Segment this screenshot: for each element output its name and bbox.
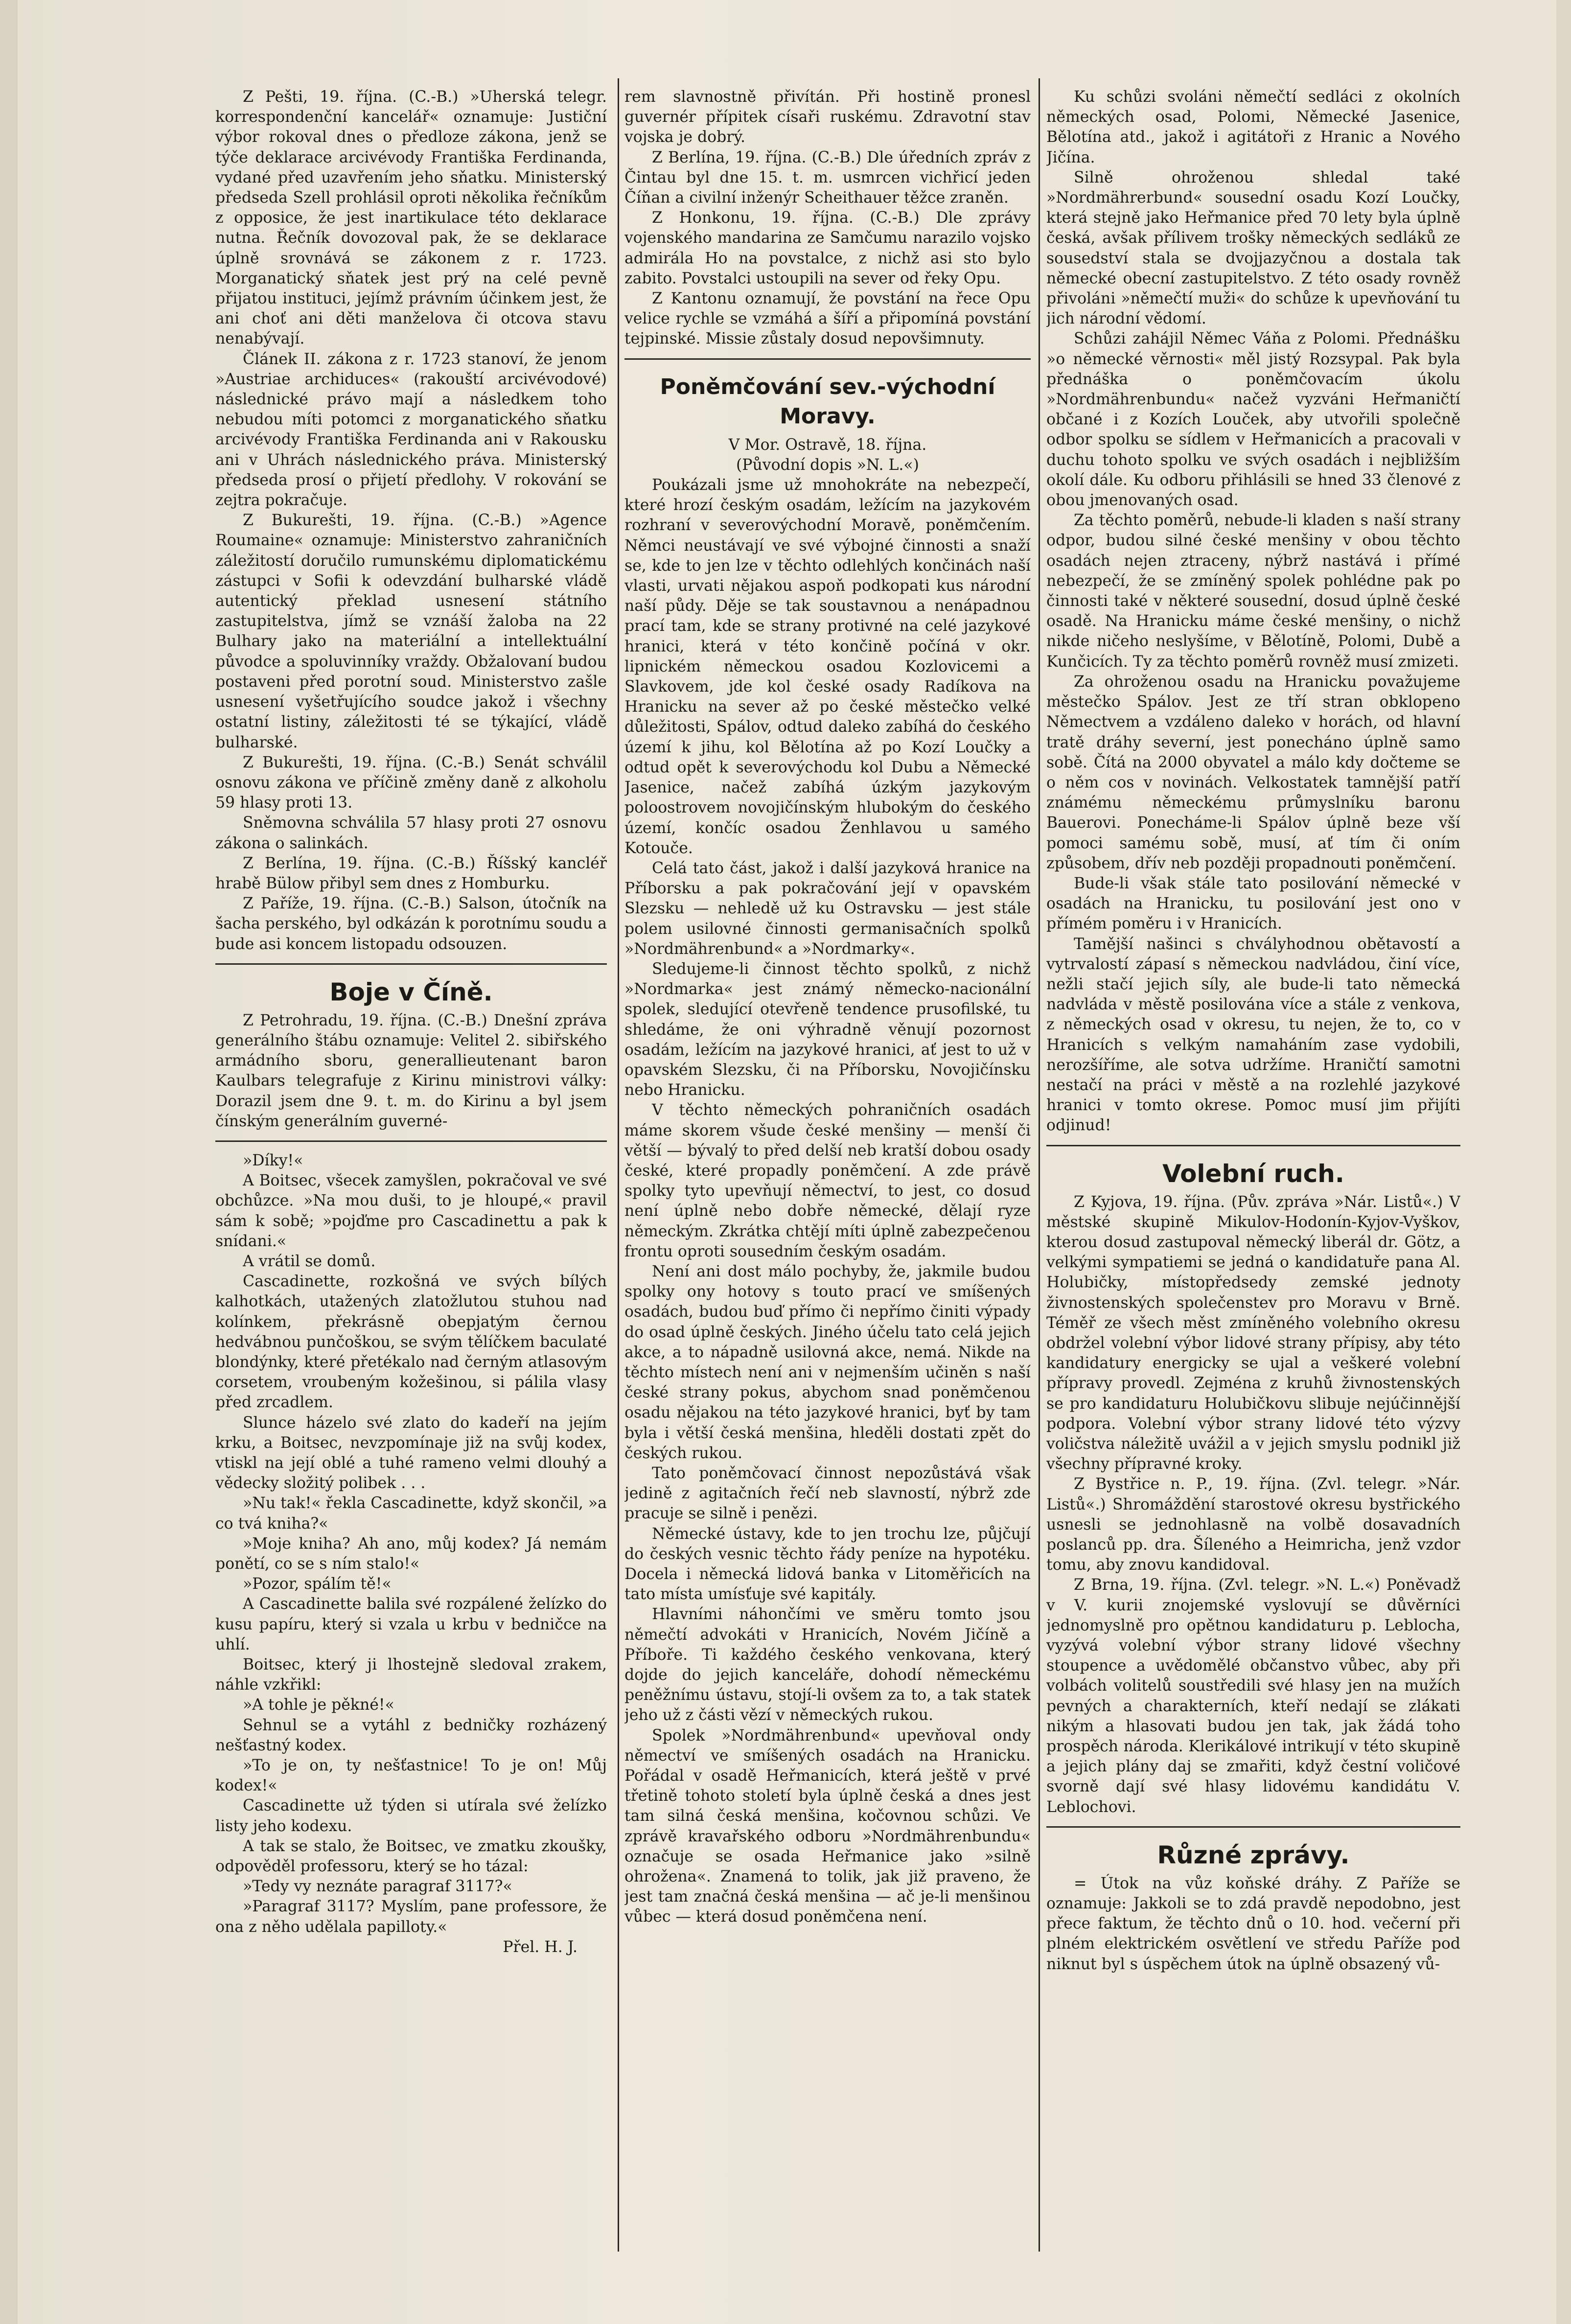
article-p8: Hlavními náhončími ve směru tomto jsou němečtí advokáti v Hranicích, Novém Jičíně a Příboře. Ti každého českého venkovana, který dojde do jejich kanceláře, dohodí německému peněžnímu ústavu, stojí-li ovšem za to, a tak statek jeho už z části vězí v německých rukou. (624, 1605, 1031, 1724)
section-rule-2 (624, 358, 1031, 360)
column-rule-2 (1039, 78, 1040, 2252)
feuilleton-p11: »A tohle je pěkné!« (243, 1696, 394, 1714)
article-p11: Silně ohroženou shledal také »Nordmährerbund« sousední osadu Kozí Loučky, která stejně jako Heřmanice před 70 lety byla úplně česká, avšak přílivem trošky německých sedláků ze sousedství stala se dvojjazyčnou a dostala tak německé obecní zastupitelstvo. Z této osady rovněž přivoláni »němečtí muži« do schůze k upevňování tu jich národní vědomí. (1046, 168, 1460, 328)
news-berlin-1: Z Berlína, 19. října. (C.-B.) Říšský kancléř hrabě Bülow přibyl sem dnes z Homburku. (215, 854, 607, 892)
heading-boje-v-cine: Boje v Číně. (329, 977, 493, 1006)
article-p14: Za ohroženou osadu na Hranicku považujeme městečko Spálov. Jest ze tří stran obklopeno Němectvem a vzdáleno daleko v horách, od hlavní tratě dráhy severní, jest ponecháno úplně samo sobě. Čítá na 2000 obyvatel a málo kdy dočteme se o něm cos v novinách. Velkostatek tamnější patří známému německému průmyslníku baronu Bauerovi. Ponecháme-li Spálov úplně beze vší pomoci samému sobě, musí, ať tím či oním způsobem, dřív neb později propadnouti poněmčení. (1046, 673, 1460, 872)
dateline-ostrava: V Mor. Ostravě, 18. října. (728, 436, 927, 454)
feuilleton-p16: »Tedy vy neznáte paragraf 3117?« (243, 1878, 512, 1896)
feuilleton-p3: A vrátil se domů. (243, 1252, 376, 1270)
feuilleton-p14: Cascadinette už týden si utírala své želízko listy jeho kodexu. (215, 1797, 607, 1835)
article-p9: Spolek »Nordmährenbund« upevňoval ondy němectví ve smíšených osadách na Hranicku. Pořádal v osadě Heřmanicích, která ještě v prvé třetině tohoto století byla úplně česká a dnes jest tam silná česká menšina, kočovnou schůzi. Ve zprávě kravařského odboru »Nordmährenbundu« označuje se osada Heřmanice jako »silně ohrožena«. Znamená to tolik, jak již praveno, že jest tam značná česká menšina — ač je-li menšinou vůbec — která dosud poněmčena není. (624, 1726, 1031, 1926)
feuilleton-p8: »Pozor, spálím tě!« (243, 1575, 392, 1593)
section-rule-4 (1046, 1826, 1460, 1828)
news-kanton: Z Kantonu oznamují, že povstání na řece Opu velice rychle se vzmáhá a šíří a připomíná povstání tejpinské. Missie zůstaly dosud nepovšimnuty. (624, 290, 1031, 348)
feuilleton-p13: »To je on, ty nešťastnice! To je on! Můj kodex!« (215, 1757, 607, 1795)
election-kyjov: Z Kyjova, 19. října. (Pův. zpráva »Nár. Listů«.) V městské skupině Mikulov-Hodonín-Kyjov-Vyškov, kterou dosud zastupoval německý liberál dr. Götz, a velkými sympatiemi se jedná o kandidatuře pana Al. Holubičky, místopředsedy zemské jednoty živnostenských společenstev pro Moravu v Brně. Téměř ze všech měst zmíněného volebního okresu obdržel volební výbor lidové strany přípisy, aby této kandidatury energicky se ujal a veškeré volební přípravy provedl. Zejména z kruhů živnostenských se pro kandidaturu Holubičkovu slibuje nejúčinnější podpora. Volební výbor strany lidové této výzvy voličstva náležitě uvážil a v jejich smyslu podnikl již všechny přípravné kroky. (1046, 1193, 1460, 1473)
article-p13: Za těchto poměrů, nebude-li kladen s naší strany odpor, budou silné české menšiny v obou těchto osadách nejen ztraceny, nýbrž nastává i přímé nebezpečí, že se zmíněný spolek pohlédne pak po činnosti také v některé sousední, dosud úplně české osadě. Na Hranicku máme české menšiny, o nichž nikde ničeho neslyšíme, v Bělotíně, Polomi, Dubě a Kunčicích. Ty za těchto poměrů rovněž musí zmizeti. (1046, 511, 1460, 671)
article-p12: Schůzi zahájil Němec Váňa z Polomi. Přednášku »o německé věrnosti« měl jistý Rozsypal. Pak byla přednáška o poněmčovacím úkolu »Nordmährenbundu« načež vyzváni Heřmaničtí občané i z Kozích Louček, aby utvořili společně odbor spolku se sídlem v Heřmanicích a pracovali v duchu tohoto spolku ve svých osadách i nejbližším okolí dále. Ku odboru přihlásili se hned 33 členové z obou jmenovaných osad. (1046, 330, 1460, 510)
feuilleton-p15: A tak se stalo, že Boitsec, ve zmatku zkoušky, odpověděl professoru, který se ho tázal: (215, 1837, 607, 1876)
article-p15: Bude-li však stále tato posilování německé v osadách na Hranicku, tu posilování jest ono v přímém poměru i v Hranicích. (1046, 874, 1460, 933)
page-left-margin (0, 0, 18, 2324)
section-rule (215, 963, 607, 965)
news-pest-cont: Článek II. zákona z r. 1723 stanoví, že jenom »Austriae archiduces« (rakouští arcivévodové) následnické právo mají a následkem toho nebudou míti potomci z morganatického sňatku arcivévody Františka Ferdinanda ani v Rakousku ani v Uhrách následnického práva. Ministerský předseda prosí o přijetí předlohy. V rokování se zejtra pokračuje. (215, 350, 607, 510)
feuilleton-rule (215, 1140, 607, 1142)
feuilleton-p4: Cascadinette, rozkošná ve svých bílých kalhotkách, utažených zlatožlutou stuhou nad kolínkem, překrásně obepjatým černou hedvábnou punčoškou, se svým tělíčkem baculaté blondýnky, které přetékalo nad černým atlasovým corsetem, vroubeným kožešinou, si pálila vlasy před zrcadlem. (215, 1273, 607, 1412)
feuilleton-p17: »Paragraf 3117? Myslím, pane professore, že ona z něho udělala papilloty.« (215, 1898, 607, 1936)
news-pariz: Z Paříže, 19. října. (C.-B.) Salson, útočník na šacha perského, byl odkázán k porotnímu soudu a bude asi koncem listopadu odsouzen. (215, 895, 607, 953)
heading-ruzne-zpravy: Různé zprávy. (1157, 1840, 1350, 1869)
feuilleton-p6: »Nu tak!« řekla Cascadinette, když skončil, »a co tvá kniha?« (215, 1494, 607, 1533)
feuilleton-p5: Slunce házelo své zlato do kadeří na jejím krku, a Boitsec, nevzpomínaje již na svůj kodex, vtiskl na její oblé a tuhé rameno velmi dlouhý a vědecky složitý polibek . . . (215, 1414, 607, 1492)
article-p7: Německé ústavy, kde to jen trochu lze, půjčují do českých vesnic těchto řády peníze na hypotéku. Docela i německá lidová banka v Litoměřicích na tato místa umísťuje své kapitály. (624, 1525, 1031, 1604)
heading-volebni-ruch: Volební ruch. (1162, 1159, 1344, 1188)
news-berlin-2: Z Berlína, 19. října. (C.-B.) Dle úředních zpráv z Čintau byl dne 15. t. m. usmrcen vichřicí jeden Číňan a civilní inženýr Scheithauer těžce zraněn. (624, 148, 1031, 207)
article-p6: Tato poněmčovací činnost nepozůstává však jedině z agitačních řečí neb slavností, nýbrž zde pracuje se silně i penězi. (624, 1464, 1031, 1523)
news-snemovna: Sněmovna schválila 57 hlasy proti 27 osnovu zákona o salinkách. (215, 814, 607, 852)
article-p2: Celá tato část, jakož i další jazyková hranice na Příborsku a pak pokračování její v opavském Slezsku — nehledě už ku Ostravsku — jest stále polem usilovné činnosti germanisačních spolků »Nordmährenbund« a »Nordmarky«. (624, 859, 1031, 958)
feuilleton-p7: »Moje kniha? Ah ano, můj kodex? Já nemám ponětí, co se s ním stalo!« (215, 1534, 607, 1573)
column-rule-1 (618, 78, 619, 2252)
news-petrohrad-cont: rem slavnostně přivítán. Při hostině pronesl guvernér přípitek císaři ruskému. Zdravotní stav vojska je dobrý. (624, 88, 1031, 146)
feuilleton-p1: »Díky!« (243, 1151, 303, 1169)
feuilleton-p9: A Cascadinette balila své rozpálené želízko do kusu papíru, který si vzala u krbu v bedničce na uhlí. (215, 1595, 607, 1653)
article-p16: Tamější našinci s chvályhodnou obětavostí a vytrvalostí zápasí s německou nadvládou, činí více, nežli stačí jejich síly, ale bude-li tato německá nadvláda v městě posilována více a stále z venkova, z německých osad v okresu, tu nejen, že to, co v Hranicích s velkým namaháním zase vydobili, nerozšíříme, ale sotva udržíme. Hraničtí samotni nestačí na práci v městě a na rozlehlé jazykové hranici v tomto okrese. Pomoc musí jim přijíti odjinud! (1046, 935, 1460, 1135)
heading-ponemcovani: Poněmčování sev.-východní Moravy. (660, 374, 995, 429)
misc-utok: = Útok na vůz koňské dráhy. Z Paříže se oznamuje: Jakkoli se to zdá pravdě nepodobno, jest přece faktum, že těchto dnů o 10. hod. večerní při plném elektrickém osvětlení ve středu Paříže pod niknut byl s úspěchem útok na úplně obsazený vů- (1046, 1874, 1460, 1973)
translator-signature: Přel. H. J. (503, 1938, 578, 1956)
news-honkon: Z Honkonu, 19. října. (C.-B.) Dle zprávy vojenského mandarina ze Samčumu narazilo vojsko admirála Ho na povstalce, z nichž asi sto bylo zabito. Povstalci ustoupili na sever od řeky Opu. (624, 209, 1031, 287)
article-p5: Není ani dost málo pochyby, že, jakmile budou spolky ony hotovy s touto prací ve smíšených osadách, budou buď přímo či nepřímo činiti výpady do osad úplně českých. Jiného účelu tato celá jejich akce, a to nápadně usilovná akce, nemá. Nikde na těchto místech není ani v nejmenším učiněn s naší české strany pokus, abychom snad poněmčenou osadu nějakou na této jazykové hranici, byť by tam byla i větší česká menšina, hleděli dostati zpět do českých rukou. (624, 1262, 1031, 1462)
section-rule-3 (1046, 1145, 1460, 1146)
news-bukurest-1: Z Bukurešti, 19. října. (C.-B.) »Agence Roumaine« oznamuje: Ministerstvo zahraničních záležitostí doručilo rumunskému diplomatickému zástupci v Sofii k odevzdání bulharské vládě autentický překlad usnesení státního zastupitelstva, jímž se vznáší žaloba na 22 Bulhary jako na materiální a intellektuální původce a spoluvinníky vraždy. Obžalovaní budou postaveni před porotní soud. Ministerstvo zašle usnesení vyšetřujícího soudce jakož i všechny ostatní listiny, záležitosti té se týkající, vládě bulharské. (215, 511, 607, 751)
page-right-margin (1556, 0, 1571, 2324)
feuilleton-p10: Boitsec, který ji lhostejně sledoval zrakem, náhle vzkřikl: (215, 1656, 607, 1694)
feuilleton-p12: Sehnul se a vytáhl z bedničky rozházený nešťastný kodex. (215, 1716, 607, 1754)
column-3 (1046, 87, 1460, 2251)
feuilleton-p2: A Boitsec, všecek zamyšlen, pokračoval ve své obchůzce. »Na mou duši, to je hloupé,« pravil sám k sobě; »pojďme pro Cascadinettu a pak k snídani.« (215, 1172, 607, 1250)
news-petrohrad: Z Petrohradu, 19. října. (C.-B.) Dnešní zpráva generálního štábu oznamuje: Velitel 2. sibiřského armádního sboru, generallieutenant baron Kaulbars telegrafuje z Kirinu ministrovi války: Dorazil jsem dne 9. t. m. do Kirinu a byl jsem čínským generálním guverné- (215, 1011, 607, 1130)
dateline-source: (Původní dopis »N. L.«) (736, 456, 919, 474)
news-pest: Z Pešti, 19. října. (C.-B.) »Uherská telegr. korrespondenční kancelář« oznamuje: Justiční výbor rokoval dnes o předloze zákona, jenž se týče deklarace arcivévody Františka Ferdinanda, vydané před uzavřením jeho sňatku. Ministerský předseda Szell prohlásil oproti několika řečníkům z opposice, že jest inartikulace této deklarace nutna. Řečník dovozoval pak, že se deklarace úplně srovnává se zákonem z r. 1723. Morganatický sňatek jest prý na celé pevně přijatou instituci, jejímž právním účinkem jest, že ani choť ani děti manželova či otcova stavu nenabývají. (215, 88, 607, 348)
column-2 (624, 87, 1031, 2251)
article-p10: Ku schůzi svoláni němečtí sedláci z okolních německých osad, Polomi, Německé Jasenice, Bělotína atd., jakož i agitátoři z Hranic a Nového Jičína. (1046, 88, 1460, 166)
article-p3: Sledujeme-li činnost těchto spolků, z nichž »Nordmarka« jest známý německo-nacionální spolek, sledující otevřeně tendence prusofilské, tu shledáme, že oni výhradně věnují pozornost osadám, ležícím na jazykové hranici, ať jest to už v opavském Slezsku, či na Příborsku, Novojičínsku nebo Hranicku. (624, 960, 1031, 1099)
election-bystrice: Z Bystřice n. P., 19. října. (Zvl. telegr. »Nár. Listů«.) Shromáždění starostové okresu bystřického usnesli se jednohlasně na volbě dosavadních poslanců pp. dra. Šíleného a Heimricha, jenž vzdor tomu, aby znovu kandidoval. (1046, 1475, 1460, 1574)
article-p1: Poukázali jsme už mnohokráte na nebezpečí, které hrozí českým osadám, ležícím na jazykovém rozhraní v severovýchodní Moravě, poněmčením. Němci neustávají ve své výbojné činnosti a snaží se, kde to jen lze v těchto odlehlých končinách naší vlasti, urvati nějakou aspoň podkopati kus národní naší půdy. Děje se tak soustavnou a nenápadnou prací tam, kde se strany protivné na celé jazykové hranici, která v této končině počíná v okr. lipnickém německou osadou Kozlovicemi a Slavkovem, jde kol české osady Radíkova na Hranicku na sever až po české městečko velké důležitosti, Spálov, odtud daleko zabíhá do českého území k jihu, kol Bělotína až po Kozí Loučky a odtud opět k severovýchodu kol Dubu a Německé Jasenice, načež zabíhá úzkým jazykovým poloostrovem novojičínským hlubokým do českého území, končíc osadou Ženhlavou u samého Kotouče. (624, 476, 1031, 857)
article-p4: V těchto německých pohraničních osadách máme skorem všude české menšiny — menší či větší — bývalý to před delší neb kratší dobou osady české, které propadly poněmčení. A zde právě spolky tyto upevňují němectví, to jest, co dosud není úplně nebo dobře německé, dělají ryze německým. Zkrátka chtějí míti úplně zabezpečenou frontu oproti sousedním českým osadám. (624, 1101, 1031, 1260)
column-1 (215, 87, 607, 2251)
news-bukurest-2: Z Bukurešti, 19. října. (C.-B.) Senát schválil osnovu zákona ve příčině změny daně z alkoholu 59 hlasy proti 13. (215, 753, 607, 812)
election-brno: Z Brna, 19. října. (Zvl. telegr. »N. L.«) Poněvadž v V. kurii znojemské vyslovují se důvěrníci jednomyslně pro opětnou kandidaturu p. Leblocha, vyzývá volební výbor strany lidové všechny stoupence a uvědomělé občanstvo vůbec, aby při volbách volitelů soustředili své hlasy jen na mužích pevných a charakterních, kteří nedají se zlákati nikým a hlasovati budou jen tak, jak žádá toho prospěch národa. Klerikálové intrikují v této skupině a jejich plány daj se zmařiti, když čestní voličové svorně dají své hlasy lidovému kandidátu V. Leblochovi. (1046, 1576, 1460, 1816)
